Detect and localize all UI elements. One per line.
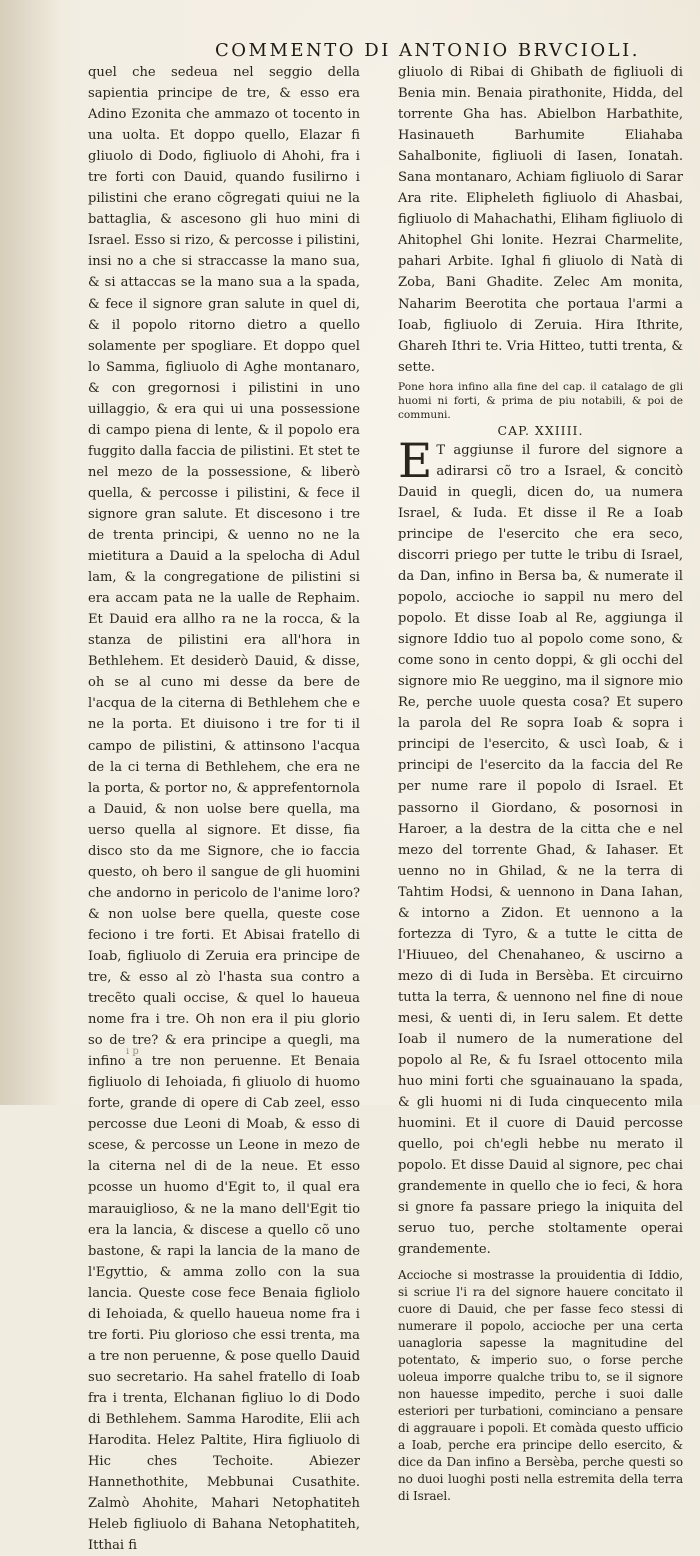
right-column-top-text: gliuolo di Ribai di Ghibath de figliuoli di Benia min. Benaia pirathonite, Hidda, del torrente Gha has. Abielbon Harbathite, Hasinaueth Barhumite Eliahaba Sahalbonite, figliuoli di Iasen, Ionatah. Sana montanaro, Achiam figliuolo di Sarar Ara rite. Elipheleth figliuolo di Ahasbai, figliuolo di Mahachathi, Eliham figliuolo di Ahitophel Ghi lonite. Hezrai Charmelite, pahari Arbite. Ighal fi gliuolo di Natà di Zoba, Bani Ghadite. Zelec Am monita, Naharim Beerotita che portaua l'armi a Ioab, figliuolo di Zeruia. Hira Ithrite, Ghareh Ithri te. Vria Hitteo, tutti trenta, & sette. xyxy=(398,65,683,375)
margin-mark: ı p xyxy=(126,1046,139,1057)
chapter-body xyxy=(398,433,683,1261)
chapter-heading: CAP. XXIIII. xyxy=(497,422,584,438)
gutter-shadow xyxy=(0,0,60,1105)
commentary: Accioche si mostrasse la prouidentia di Iddio, si scriue l'i ra del signore hauere concitato il cuore di Dauid, che per fasse feco stessi di numerare il popolo, accioche per una certa uanagloria sapesse la magnitudine del potentato, & imperio suo, o forse perche uoleua imporre qualche tribu to, se il signore non hauesse impedito, perche i suoi dalle esteriori per turbationi, cominciano a pensare di aggrauare i popoli. Et comàda questo ufficio a Ioab, perche era principe dello esercito, & dice da Dan infino a Bersèba, perche questi so no duoi luoghi posti nella estremita della terra di Israel. xyxy=(398,1267,683,1503)
right-column xyxy=(398,62,683,1505)
left-column-text: quel che sedeua nel seggio della sapientia principe de tre, & esso era Adino Ezonita che ammazo ot tocento in una uolta. Et doppo quello, Elazar fi gliuolo di Dodo, figliuolo di Ahohi, fra i tre forti con Dauid, quando fusilirno i pilistini che erano cõgregati quiui ne la battaglia, & ascesono gli huo mini di Israel. Esso si rizo, & percosse i pilistini, insi no a che si straccasse la mano sua, & si attaccas se la mano sua a la spada, & fece il signore gran salute in quel di, & il popolo ritorno dietro a quello solamente per spogliare. Et doppo quel lo Samma, figliuolo di Aghe montanaro, & con gregornosi i pilistini in uno uillaggio, & era qui ui una possessione di campo piena di lente, & il popolo era fuggito dalla faccia de pilistini. Et stet te nel mezo de la possessione, & liberò quella, & percosse i pilistini, & fece il signore gran salute. Et discesono i tre de trenta principi, & uenno no ne la mietitura a Dauid a la spelocha di Adul lam, & la congregatione de pilistini si era accam pata ne la ualle de Rephaim. Et Dauid era allho ra ne la rocca, & la stanza de pilistini era all'hora in Bethlehem. Et desiderò Dauid, & disse, oh se al cuno mi desse da bere de l'acqua de la citerna di Bethlehem che e ne la porta. Et diuisono i tre for ti il campo de pilistini, & attinsono l'acqua de la ci terna di Bethlehem, che era ne la porta, & portor no, & apprefentornola a Dauid, & non uolse bere quella, ma uerso quella al signore. Et disse, fia disco sto da me Signore, che io faccia questo, oh bero il sangue de gli huomini che andorno in pericolo de l'anime loro? & non uolse bere quella, queste cose feciono i tre forti. Et Abisai fratello di Ioab, figliuolo di Zeruia era principe de tre, & esso al zò l'hasta sua contro a trecẽto quali occise, & quel lo haueua nome fra i tre. Oh non era il piu glorio so de tre? & era principe a quegli, ma infino a tre non peruenne. Et Benaia figliuolo di Iehoiada, fi gliuolo di huomo forte, grande di opere di Cab zeel, esso percosse due Leoni di Moab, & esso di scese, & percosse un Leone in mezo de la citerna nel di de la neue. Et esso pcosse un huomo d'Egit to, il qual era marauiglioso, & ne la mano dell'Egit tio era la lancia, & discese a quello cõ uno bastone, & rapi la lancia de la mano de l'Egyttio, & amma zollo con la sua lancia. Queste cose fece Benaia figliolo di Iehoiada, & quello haueua nome fra i tre forti. Piu glorioso che essi trenta, ma a tre non peruenne, & pose quello Dauid suo secretario. Ha sahel fratello di Ioab fra i trenta, Elchanan figliuo lo di Dodo di Bethlehem. Samma Harodite, Elii ach Harodita. Helez Paltite, Hira figliuolo di Hic ches Techoite. Abiezer Hannethothite, Mebbunai Cusathite. Zalmò Ahohite, Mahari Netophatiteh Heleb figliuolo di Bahana Netophatiteh, Itthai fi xyxy=(88,65,360,1554)
dropcap-letter: E xyxy=(398,433,433,489)
summary-note: Pone hora infino alla fine del cap. il catalago de gli huomi ni forti, & prima de piu notabili, & poi de communi. xyxy=(398,380,683,421)
left-column xyxy=(88,62,360,1556)
running-title: COMMENTO DI ANTONIO BRVCIOLI. xyxy=(215,40,640,61)
chapter-text: T aggiunse il furore del signore a adirarsi cõ tro a Israel, & concitò Dauid in quegli, dicen do, ua numera Israel, & Iuda. Et disse il Re a Ioab principe de l'esercito che era seco, discorri priego per tutte le tribu di Israel, da Dan, infino in Bersa ba, & numerate il popolo, accioche io sappil nu mero del popolo. Et disse Ioab al Re, aggiunga il signore Iddio tuo al popolo come sono, & come sono in cento doppi, & gli occhi del signore mio Re ueggino, ma il signore mio Re, perche uuole questa cosa? Et supero la parola del Re sopra Ioab & sopra i principi de l'esercito, & uscì Ioab, & i principi de l'esercito da la faccia del Re per nume rare il popolo di Israel. Et passorno il Giordano, & posornosi in Haroer, a la destra de la citta che e nel mezo del torrente Ghad, & Iahaser. Et uenno no in Ghilad, & ne la terra di Tahtim Hodsi, & uennono in Dana Iahan, & intorno a Zidon. Et uennono a la fortezza di Tyro, & a tutte le citta de l'Hiuueo, del Chenahaneo, & uscirno a mezo di di Iuda in Bersèba. Et circuirno tutta la terra, & uennono nel fine di noue mesi, & uenti di, in Ieru salem. Et dette Ioab il numero de la numeratione del popolo al Re, & fu Israel ottocento mila huo mini forti che sguainauano la spada, & gli huomi ni di Iuda cinquecento mila huomini. Et il cuore di Dauid percosse quello, poi ch'egli hebbe nu merato il popolo. Et disse Dauid al signore, pec chai grandemente in quello che io feci, & hora si gnore fa passare priego la iniquita del seruo tuo, perche stoltamente operai grandemente. xyxy=(398,442,683,1258)
